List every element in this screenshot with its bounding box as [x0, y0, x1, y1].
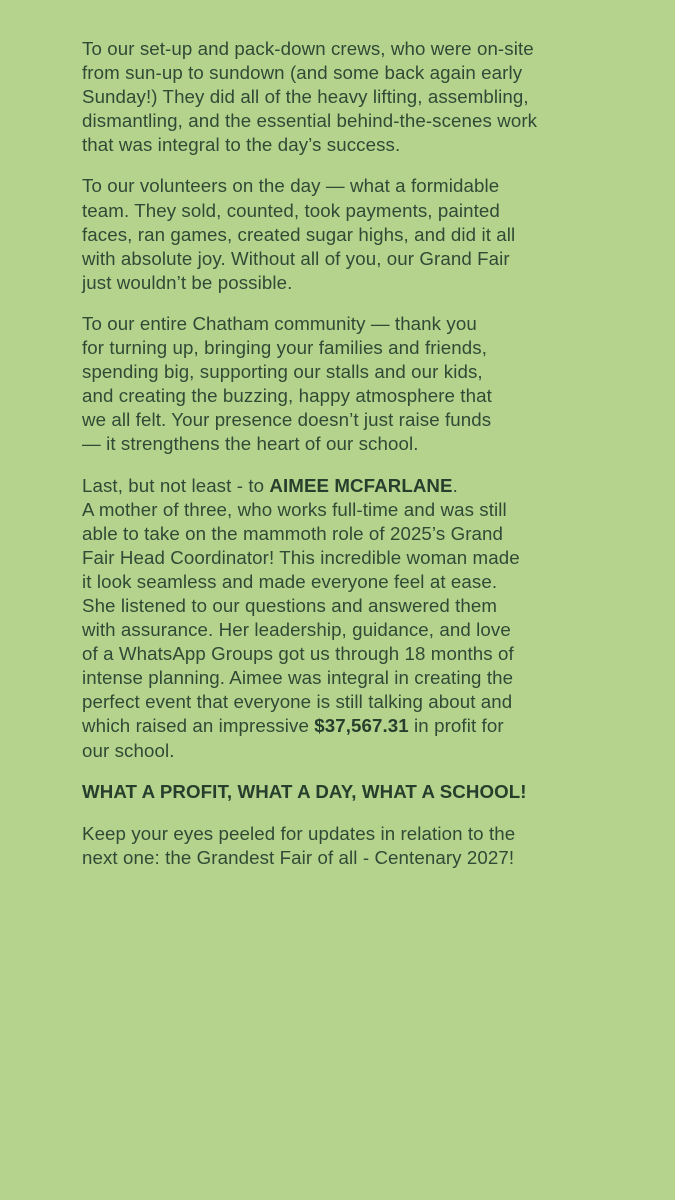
paragraph-line: Keep your eyes peeled for updates in relation to the [82, 822, 516, 844]
paragraph-line: To our entire Chatham community — thank you [82, 312, 477, 334]
intro-punctuation: . [452, 474, 458, 496]
aimee-intro-line [82, 474, 602, 498]
paragraph-line: from sun-up to sundown (and some back again early [82, 62, 523, 84]
honoree-name: AIMEE MCFARLANE [269, 474, 453, 496]
paragraph-line: To our volunteers on the day — what a formidable [82, 175, 500, 197]
paragraph-line: faces, ran games, created sugar highs, and did it all [82, 223, 516, 245]
paragraph-line: just wouldn’t be possible. [82, 271, 293, 293]
headline-text: WHAT A PROFIT, WHAT A DAY, WHAT A SCHOOL! [82, 780, 527, 802]
paragraph-line: able to take on the mammoth role of 2025’s Grand [82, 522, 504, 544]
paragraph-line: A mother of three, who works full-time and was still [82, 498, 507, 520]
intro-text: Last, but not least - to [82, 474, 270, 496]
aimee-tribute-paragraph [82, 474, 602, 763]
paragraph-line: To our set-up and pack-down crews, who were on-site [82, 38, 534, 59]
paragraph-line: with assurance. Her leadership, guidance, and love [82, 619, 511, 641]
profit-line [82, 714, 602, 738]
paragraph-line: and creating the buzzing, happy atmosphere that [82, 385, 492, 407]
profit-headline [82, 780, 602, 804]
paragraph-line: dismantling, and the essential behind-the-scenes work [82, 110, 538, 132]
paragraph-line: for turning up, bringing your families and friends, [82, 337, 488, 359]
setup-crews-paragraph [82, 37, 602, 157]
paragraph-line: next one: the Grandest Fair of all - Centenary 2027! [82, 846, 515, 868]
community-paragraph [82, 312, 602, 457]
volunteers-paragraph [82, 174, 602, 294]
paragraph-line: She listened to our questions and answered them [82, 594, 498, 616]
paragraph-line: our school. [82, 739, 175, 761]
paragraph-line: Fair Head Coordinator! This incredible woman made [82, 546, 520, 568]
paragraph-line: team. They sold, counted, took payments, painted [82, 199, 500, 221]
closing-paragraph [82, 822, 602, 870]
paragraph-line: spending big, supporting our stalls and our kids, [82, 361, 483, 383]
paragraph-line: we all felt. Your presence doesn’t just raise funds [82, 409, 492, 431]
paragraph-line: intense planning. Aimee was integral in creating the [82, 667, 514, 689]
paragraph-line: it look seamless and made everyone feel at ease. [82, 570, 498, 592]
profit-text-before: which raised an impressive [82, 715, 315, 737]
letter-body [82, 37, 602, 870]
paragraph-line: perfect event that everyone is still talking about and [82, 691, 513, 713]
profit-text-after: in profit for [408, 715, 504, 737]
paragraph-line: Sunday!) They did all of the heavy lifting, assembling, [82, 86, 529, 108]
paragraph-line: that was integral to the day’s success. [82, 134, 401, 156]
paragraph-line: with absolute joy. Without all of you, our Grand Fair [82, 247, 510, 269]
paragraph-line: of a WhatsApp Groups got us through 18 months of [82, 643, 514, 665]
paragraph-line: — it strengthens the heart of our school. [82, 433, 419, 455]
profit-amount: $37,567.31 [314, 715, 409, 737]
